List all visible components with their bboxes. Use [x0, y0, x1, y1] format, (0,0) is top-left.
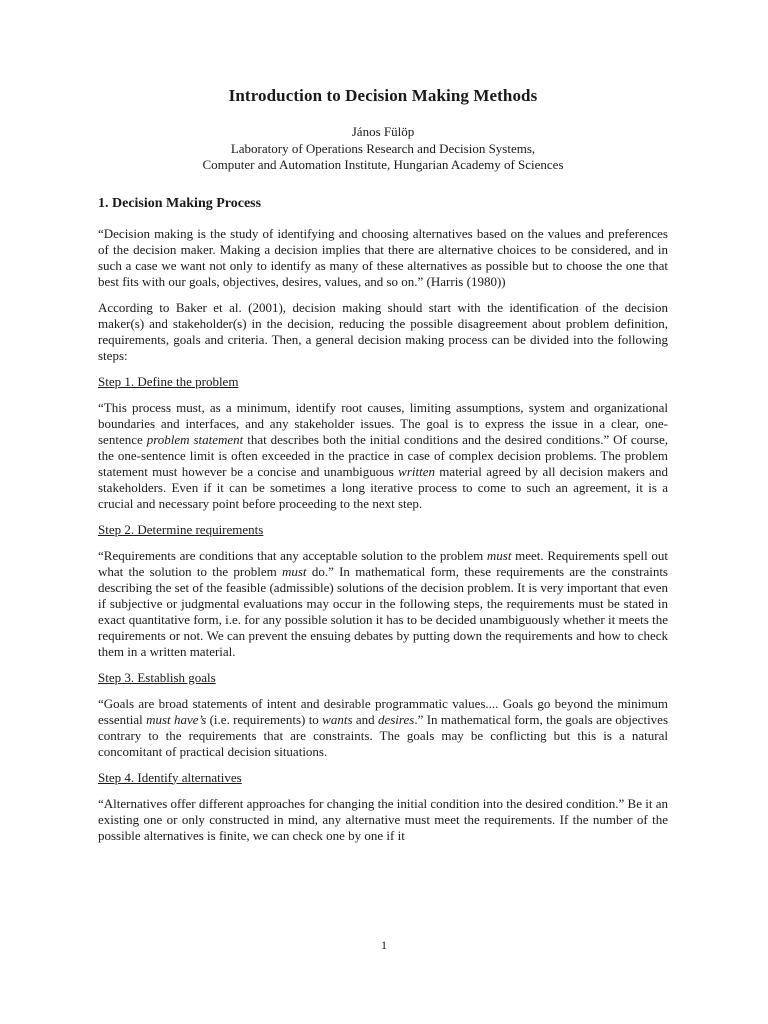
text-run: that describes both the initial conditions and the desired conditions.” Of course, the one-sentence limit is often exceeded in the practice in case of complex decision problems. The problem statement must however be a concise and unambiguous — [98, 431, 668, 479]
text-run: .” In mathematical form, the goals are objectives contrary to the requirements that are constraints. The goals may be conflicting but this is a natural concomitant of practical decision situations. — [98, 711, 669, 759]
text-run: “Goals are broad statements of intent and desirable programmatic values.... Goals go beyond the minimum essential — [98, 695, 668, 727]
step-1-heading: Step 1. Define the problem — [98, 373, 239, 389]
author-name: János Fülöp — [351, 124, 415, 139]
step-2-heading: Step 2. Determine requirements — [98, 521, 264, 537]
author-block — [98, 124, 668, 174]
text-run: “This process must, as a minimum, identify root causes, limiting assumptions, system and organizational boundaries and interfaces, and any stakeholder issues. The goal is to express the issue in a clear, one-sentence — [98, 399, 668, 447]
emphasis-text: wants — [322, 711, 353, 727]
author-affiliation-line2: Computer and Automation Institute, Hungarian Academy of Sciences — [202, 157, 564, 172]
emphasis-text: written — [398, 463, 435, 479]
emphasis-text: must — [281, 563, 307, 579]
text-run: material agreed by all decision makers and stakeholders. Even if it can be sometimes a long iterative process to come to such an agreement, it is a crucial and necessary point before proceeding to the next step. — [98, 463, 668, 511]
step-3-paragraph — [98, 696, 668, 760]
paper-title: Introduction to Decision Making Methods — [228, 86, 538, 105]
emphasis-text: problem statement — [146, 431, 244, 447]
emphasis-text: desires — [377, 711, 415, 727]
step-4-heading: Step 4. Identify alternatives — [98, 769, 242, 785]
step-1-paragraph — [98, 400, 668, 512]
step-3-heading: Step 3. Establish goals — [98, 669, 216, 685]
page-number: 1 — [381, 938, 387, 952]
step-2-paragraph — [98, 548, 668, 660]
document-page — [98, 82, 668, 854]
text-run: “Requirements are conditions that any acceptable solution to the problem — [98, 547, 487, 563]
step-4-paragraph: “Alternatives offer different approaches for changing the initial condition into the desired condition.” Be it an existing one or only constructed in mind, any alternative must meet the requirements. If the number of the possible alternatives is finite, we can check one by one if it — [98, 795, 668, 843]
author-affiliation-line1: Laboratory of Operations Research and Decision Systems, — [230, 140, 536, 156]
emphasis-text: must — [486, 547, 512, 563]
text-run: and — [352, 711, 378, 727]
text-run: do.” In mathematical form, these requirements are the constraints describing the set of the feasible (admissible) solutions of the decision problem. It is very important that even if subjective or judgmental evaluations may occur in the following steps, the requirements must be stated in exact quantitative form, i.e. for any possible solution it has to be decided unambiguously whether it meets the requirements or not. We can prevent the ensuing debates by putting down the requirements and how to check them in a written material. — [98, 563, 668, 659]
emphasis-text: must have’s — [146, 711, 207, 727]
section-heading: 1. Decision Making Process — [98, 195, 262, 211]
paragraph-baker: According to Baker et al. (2001), decision making should start with the identification of the decision maker(s) and stakeholder(s) in the decision, reducing the possible disagreement about problem definition, requirements, goals and criteria. Then, a general decision making process can be divided into the following steps: — [98, 299, 668, 363]
paragraph-quote-harris: “Decision making is the study of identifying and choosing alternatives based on the values and preferences of the decision maker. Making a decision implies that there are alternative choices to be considered, and in such a case we want not only to identify as many of these alternatives as possible but to choose the one that best fits with our goals, objectives, desires, values, and so on.” (Harris (1980)) — [98, 225, 668, 289]
text-run: meet. Requirements spell out what the solution to the problem — [98, 547, 669, 579]
text-run: (i.e. requirements) to — [206, 711, 323, 727]
